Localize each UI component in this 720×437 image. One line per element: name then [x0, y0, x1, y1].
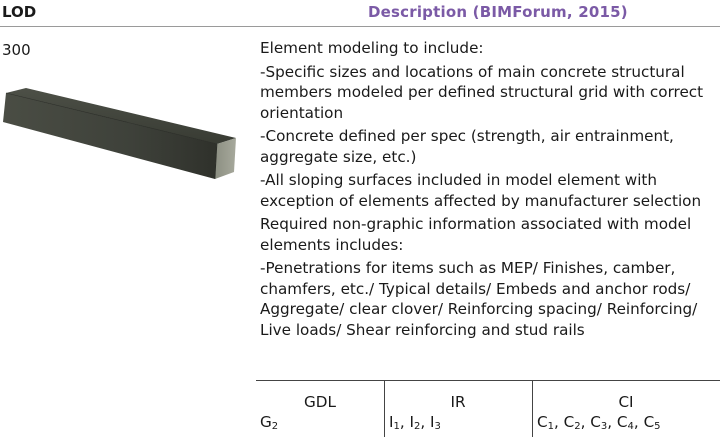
beam-end-face: [215, 138, 236, 179]
description-line: -Concrete defined per spec (strength, air entrainment, aggregate size, etc.): [260, 127, 674, 166]
lod-value: 300: [2, 41, 31, 59]
ci-header: CI: [618, 393, 634, 411]
concrete-beam-illustration: [0, 80, 256, 210]
description-line: -Penetrations for items such as MEP/ Finishes, camber, chamfers, etc./ Typical details/ Embeds and anchor rods/ Aggregate/ clear clover/ Reinforcing spacing/ Reinforcing/ Live loads/ Shear reinforcing and stud rails: [260, 259, 698, 339]
gdl-value: $G_2$: [260, 413, 279, 432]
description-line: -All sloping surfaces included in model element with exception of elements affected by manufacturer selection: [260, 171, 702, 210]
ir-value: $I_1$, $I_2$, $I_3$: [389, 413, 441, 432]
header-divider: [0, 26, 720, 27]
subtable-top-rule: [256, 380, 720, 381]
description-line: Required non-graphic information associated with model elements includes:: [260, 215, 692, 254]
table-header: [0, 0, 720, 26]
ir-header: IR: [450, 393, 466, 411]
description-text: [260, 38, 720, 343]
lod-column-header: LOD: [2, 3, 37, 21]
ci-value: $C_1$, $C_2$, $C_3$, $C_4$, $C_5$: [537, 413, 661, 432]
gdl-header: GDL: [304, 393, 336, 411]
description-column-header: Description (BIMForum, 2015): [368, 3, 628, 21]
description-line: -Specific sizes and locations of main concrete structural members modeled per defined structural grid with correct orientation: [260, 62, 704, 122]
description-line: Element modeling to include:: [260, 39, 484, 57]
